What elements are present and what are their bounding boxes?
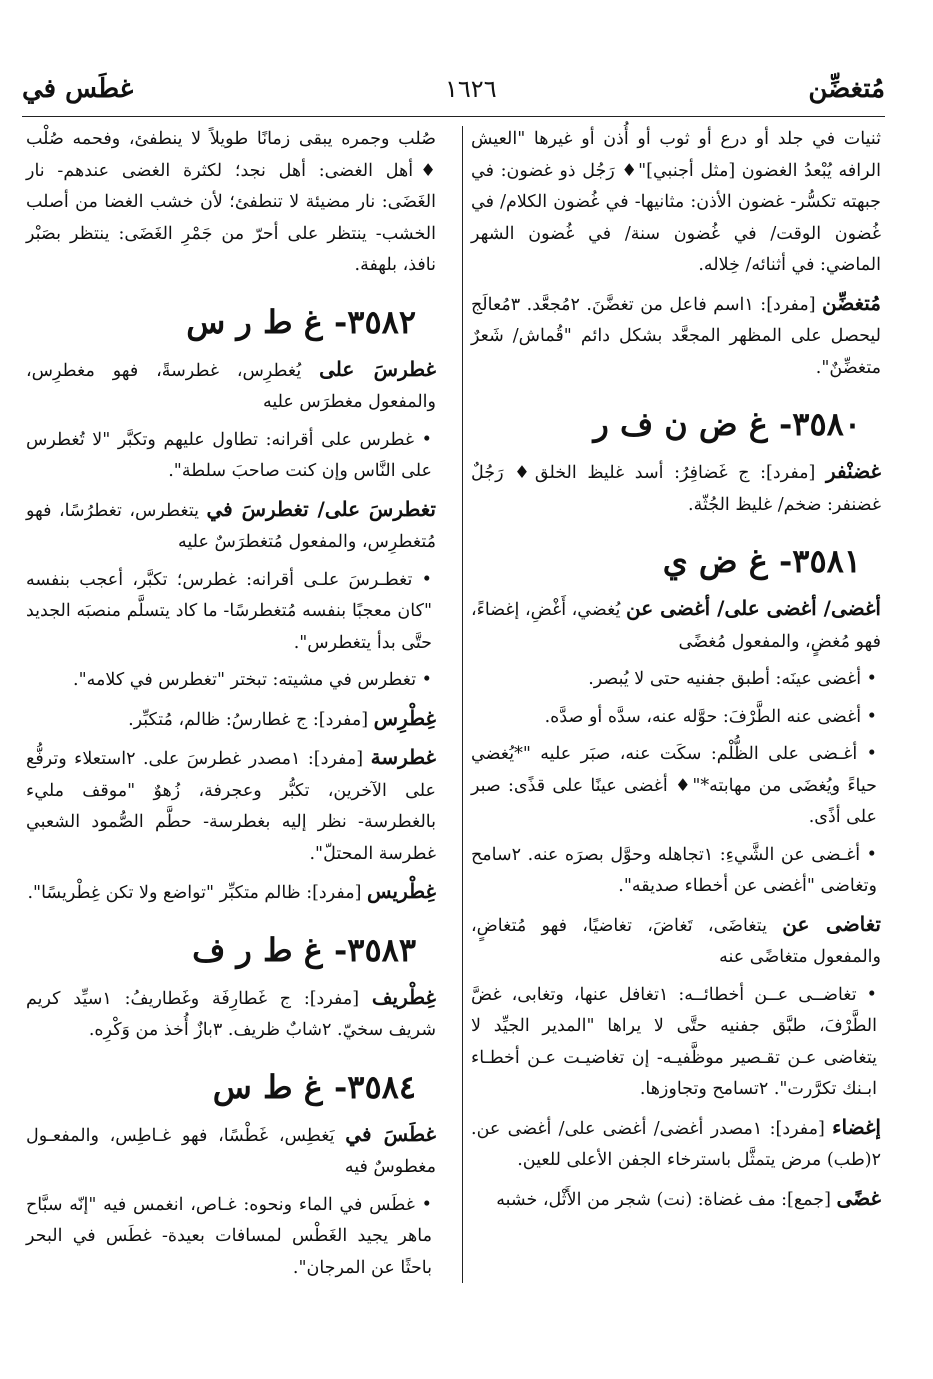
entry-definition: يُغطرِس، غطرسةً، فهو مغطرِس، والمفعول مغطرَس عليه (26, 360, 436, 412)
entry-headword: غِطْريف (371, 984, 436, 1009)
entry-sense: • تغطرس في مشيته: تبختر "تغطرس في كلامه". (73, 670, 432, 690)
column-divider (462, 126, 463, 1283)
root-heading: ٣٥٨٣- غ ط ر ف (192, 930, 416, 969)
dictionary-entry (471, 593, 881, 658)
dictionary-entry (471, 288, 881, 385)
dictionary-entry (471, 909, 881, 974)
entry-sense: • غطرس على أقرانه: تطاول عليهم وتكبَّر "لا تُغطرس على النَّاس وإن كنت صاحبَ سلطة". (26, 429, 432, 481)
continued-text: ثنيات في جلد أو درع أو ثوب أو أُذن أو غيرها "العيش الرافه يُبْعدُ الغضون [مثل أجنبي]"♦ رَجُل ذو غضون: في جبهته تكسُّر- غضون الأذن: مثانيها- في غُضون الكلام/ في غُضون الوقت/ في غُضون سنة/ في غُضون الشهر الماضي: في أثنائه/ خِلاله. (471, 129, 881, 275)
entry-definition: [مفرد]: ظالم متكبِّر "تواضع ولا تكن غِطْريسًا". (27, 883, 362, 903)
entry-sense: • أغضى عنه الطَّرْفَ: حوَّله عنه، سدَّه أو صدَّه. (544, 706, 877, 727)
entry-sense: • أغـضى على الظُّلْم: سكَت عنه، صبَر عليه "*يُغضي حياءً ويُغضَى من مهابته*"♦ أغضى عينًا على قذًى: صبر على أذًى. (471, 744, 877, 827)
entry-headword: تغاضى عن (782, 911, 881, 936)
dictionary-entry (26, 1119, 436, 1184)
root-heading: ٣٥٨١- غ ض ي (662, 542, 861, 580)
entry-definition: يَغطِس، غَطْسًا، فهو غـاطِس، والمفعـول مغطوسٌ فيه (26, 1125, 436, 1177)
header-first-word: مُتغضِّن (808, 74, 885, 104)
entry-definition: [مفرد]: ١اسم فاعل من تغضَّنَ. ٢مُجعَّد. ٣مُعالَج ليحصل على المظهر المجعَّد بشكل دائم "قُماش/ شَعرٌ متغضِّنٌ". (471, 294, 881, 378)
entry-headword: غطرسة (370, 745, 436, 769)
dictionary-entry (26, 494, 436, 559)
page-number: ١٦٢٦ (445, 75, 497, 103)
dictionary-entry (26, 876, 436, 910)
root-heading: ٣٥٨٤- غ ط س (212, 1067, 416, 1106)
right-column (471, 124, 881, 1222)
header-last-word: غطَس في (22, 74, 134, 104)
dictionary-entry (26, 742, 436, 870)
entry-definition: [مفرد]: ج غطارسُ: ظالم، مُتكبِّر. (128, 709, 369, 730)
dictionary-entry (471, 456, 881, 521)
entry-headword: تغطرسَ على/ تغطرسَ في (206, 496, 436, 521)
dictionary-entry (26, 354, 436, 419)
entry-definition: [مفرد]: ١مصدر غطرسَ على. ٢استعلاء وترفُّع على الآخرين، تكبُّر وعجرفة، زُهوٌ "موقف مليء بالغطرسة- نظر إليه بغطرسة- حطَّم الصُّمود الشعبي غطرسة المحتلّ". (26, 749, 436, 864)
entry-headword: إغضاء (832, 1114, 881, 1139)
entry-sense: • تغاضــى عــن أخطائــه: ١تغافل عنها، وتغابى، غضَّ الطَّرْفَ، طبَّق جفنيه حتَّى لا يراها "المدير الجيِّد لا يتغاضى عـن تقـصير موظَّفيـه- إن تغاضيـت عـن أخطـاء ابـنك تكرَّرت". ٢تسامح وتجاوزها. (471, 984, 877, 1099)
root-heading: ٣٥٨٠- غ ض ن ف ر (593, 405, 861, 443)
dictionary-entry (26, 982, 436, 1047)
entry-headword: غِطْرِس (373, 705, 436, 730)
entry-headword: غِطْريس (367, 879, 436, 903)
entry-definition: يتغطرس، تغطرُسًا، فهو مُتغطرِس، والمفعول مُتغطرَسٌ عليه (26, 500, 436, 552)
entry-headword: غطرسَ على (319, 356, 436, 381)
left-column (26, 124, 436, 1290)
dictionary-entry (471, 1112, 881, 1177)
header-rule (22, 116, 885, 117)
page-header (22, 66, 885, 112)
entry-definition: [مفرد]: ج غَضافِرُ: أسد غليظ الخلق♦ رَجُلٌ غضنفر: ضخم/ غليظ الجُثّة. (471, 463, 881, 515)
entry-sense: • غطَس في الماء ونحوه: غـاص، انغمس فيه "إنّه سبَّاح ماهر يجيد الغَطْس لمسافات بعيدة- غطَس في البحر باحثًا عن المرجان". (26, 1194, 432, 1278)
entry-headword: غضنْفر (825, 459, 881, 483)
entry-definition: [جمع]: مف غضاة: (نت) شجر من الأَثْل، خشبه (496, 1189, 831, 1210)
entry-definition: [مفرد]: ج غَطارِفَة وغَطاريفُ: ١سيِّد كريم شريف سخيّ. ٢شابٌ ظريف. ٣بازٌ أُخذ من وَكْرِه. (26, 988, 436, 1040)
entry-definition: [مفرد]: ١مصدر أغضى/ أغضى على/ أغضى عن. ٢(طب) مرض يتمثَّل باسترخاء الجفن الأعلى للعين. (471, 1118, 881, 1170)
entry-sense: • أغـضى عن الشَّيءِ: ١تجاهله وحوَّل بصرَه عنه. ٢سامح وتغاضى "أغضى عن أخطاء صديقه". (471, 844, 877, 896)
entry-headword: غطَسَ في (345, 1121, 436, 1146)
entry-definition: يُغضي، أَغْضِ، إغضاءً، فهو مُغضٍ، والمفعول مُغضًى (471, 600, 881, 652)
entry-headword: أغضى/ أغضى على/ أغضى عن (625, 596, 881, 620)
entry-definition: يتغاضَى، تَغاضَ، تغاضيًا، فهو مُتغاضٍ، والمفعول متغاضًى عنه (471, 915, 881, 967)
entry-sense: • تغطـرسَ علـى أقرانه: غطرس؛ تكبَّر، أعجب بنفسه "كان معجبًا بنفسه مُتغطرسًا- ما كاد يتسلَّم منصبَه الجديد حتَّى بدأ يتغطرس". (26, 569, 432, 653)
root-heading: ٣٥٨٢- غ ط ر س (186, 302, 416, 341)
entry-sense: • أغضى عينَه: أطبق جفنيه حتى لا يُبصر. (588, 669, 877, 689)
continued-text: صُلب وجمره يبقى زمانًا طويلاً لا ينطفئ، وفحمه صُلْب ♦أهل الغضى: أهل نجد؛ لكثرة الغضى عندهم- نار الغَضَى: نار مضيئة لا تنطفئ؛ لأن خشب الغضا من أصلب الخشب- ينتظر على أحرّ من جَمْرِ الغَضَى: ينتظر بصَبْر نافذ، بلهفة. (26, 129, 436, 275)
entry-headword: مُتغضِّن (822, 290, 881, 315)
dictionary-entry (26, 703, 436, 737)
entry-headword: غضًى (836, 1185, 881, 1210)
dictionary-entry (471, 1183, 881, 1217)
